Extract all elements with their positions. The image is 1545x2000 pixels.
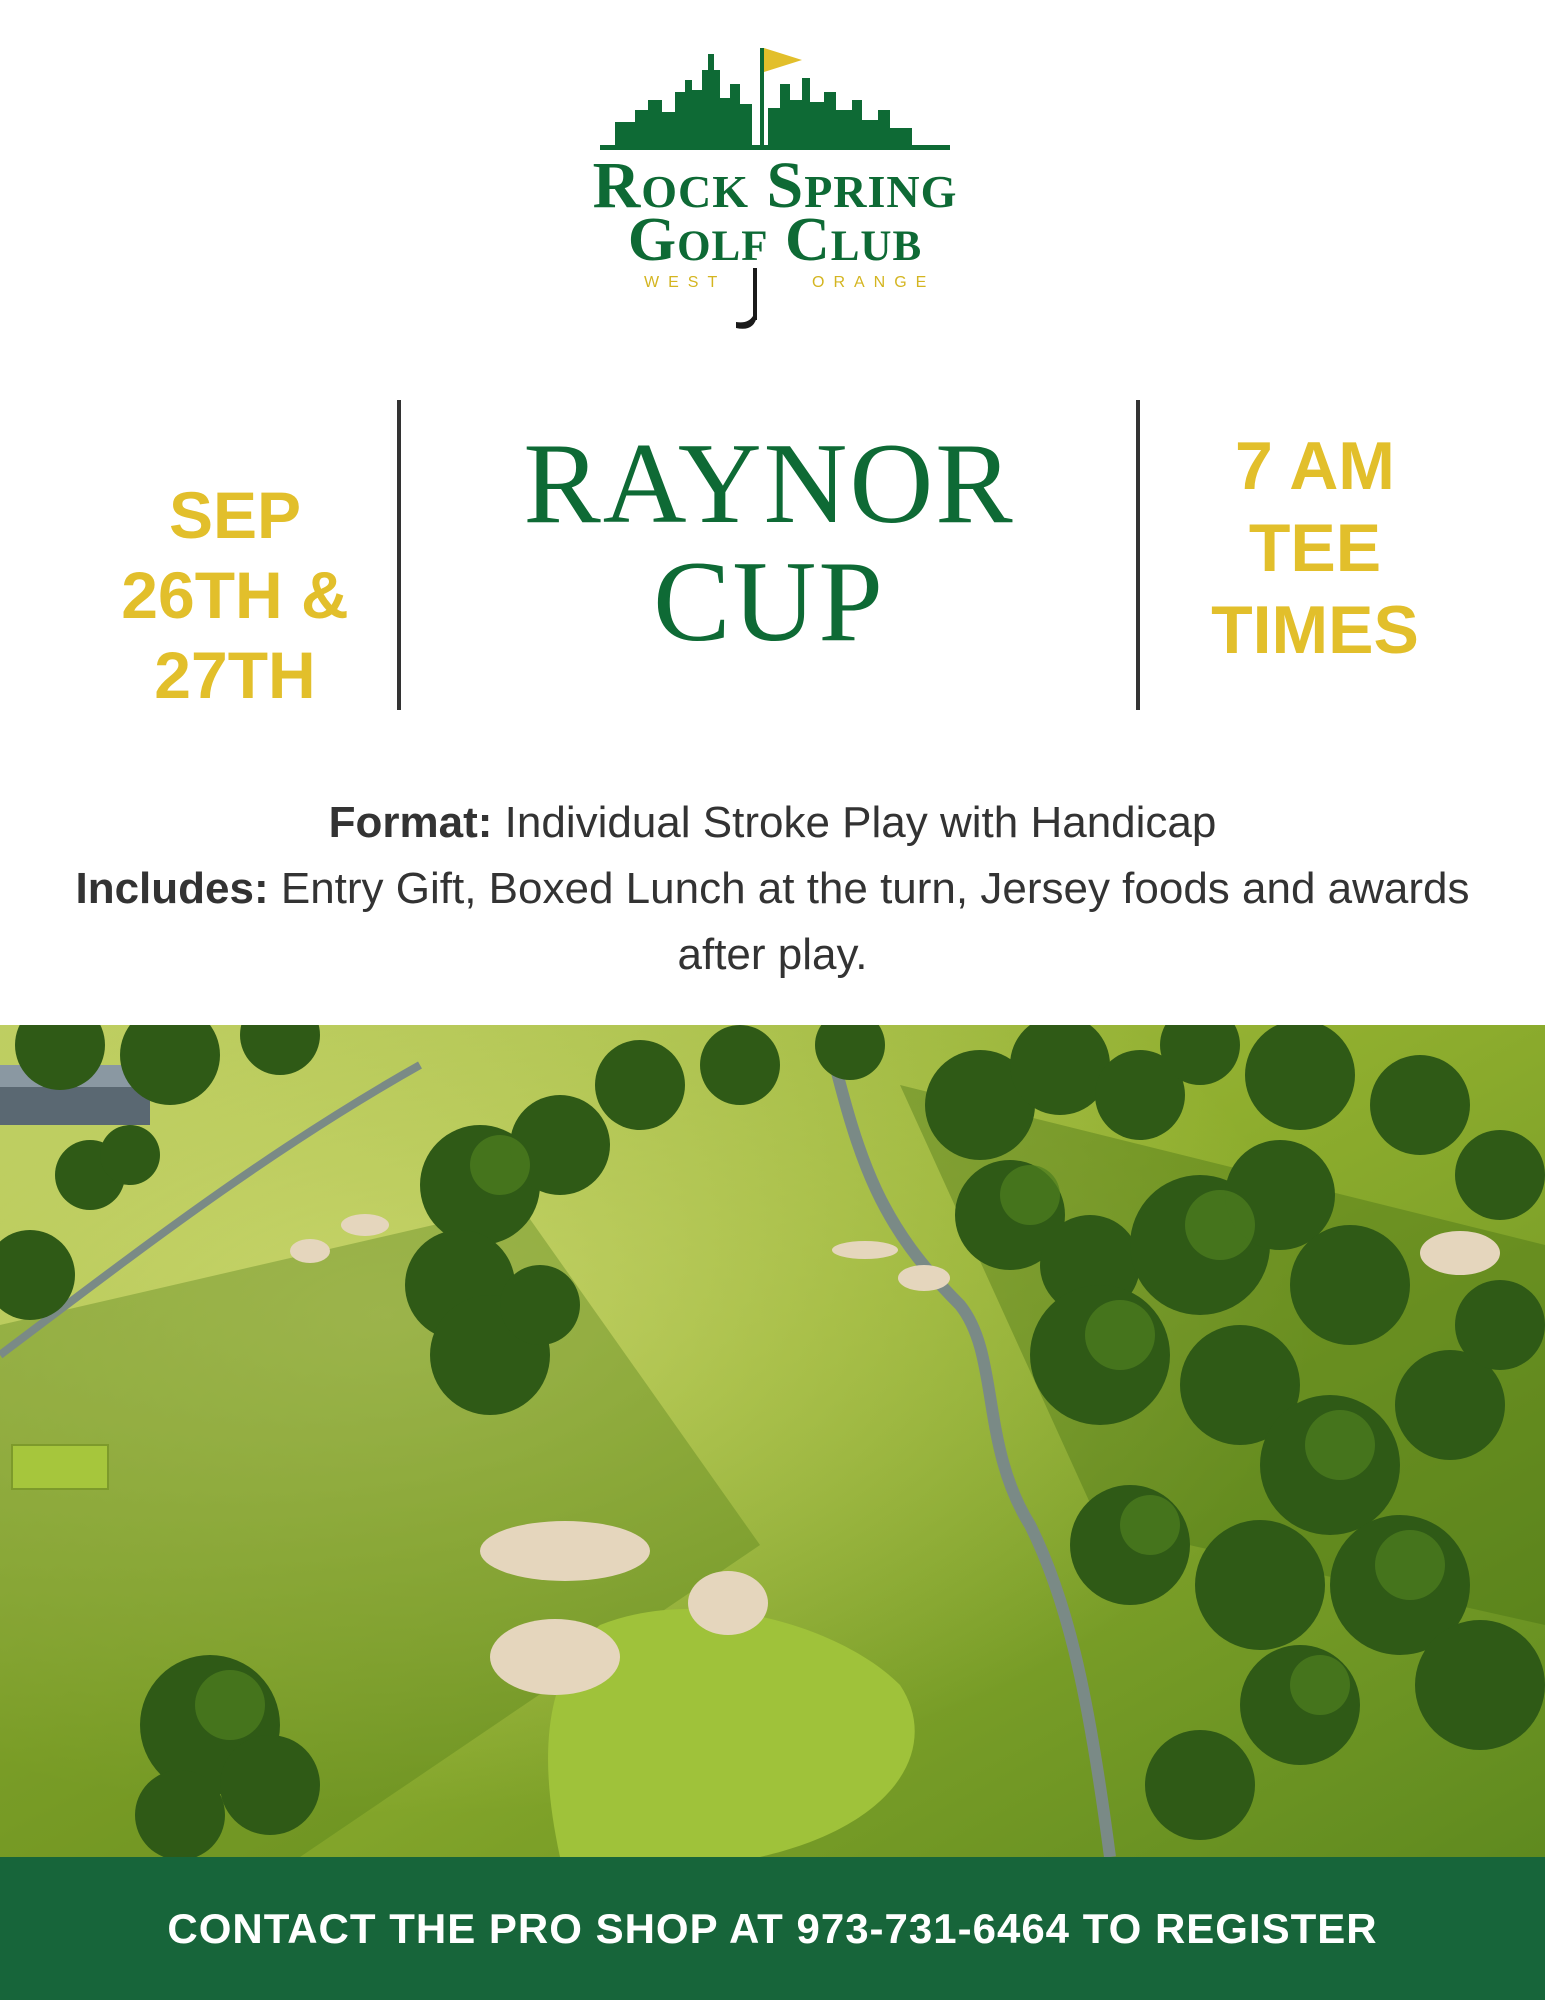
includes-line (60, 856, 1485, 988)
includes-value: Entry Gift, Boxed Lunch at the turn, Jersey foods and awards after play. (268, 864, 1470, 979)
golf-course-aerial-photo (0, 1025, 1545, 1857)
title-line1: RAYNOR (523, 420, 1015, 548)
logo-title-line1: Rock Spring (592, 149, 958, 222)
time-tee: TEE (1248, 510, 1382, 586)
title-line2: CUP (653, 538, 885, 666)
date-month: SEP (168, 478, 302, 552)
logo-title-line2: Golf Club (627, 206, 923, 274)
logo-location-orange: ORANGE (812, 274, 936, 291)
tee-time (1145, 425, 1485, 671)
event-date (70, 475, 400, 715)
includes-label: Includes: (75, 864, 269, 913)
contact-text: CONTACT THE PRO SHOP AT 973-731-6464 TO REGISTER (167, 1905, 1378, 1952)
date-days-end: 27TH (154, 638, 316, 712)
left-divider (397, 400, 401, 710)
club-logo (540, 40, 1010, 340)
time-value: 7 AM (1235, 428, 1395, 504)
time-times: TIMES (1211, 592, 1419, 668)
right-divider (1136, 400, 1140, 710)
event-details (60, 790, 1485, 988)
format-value: Individual Stroke Play with Handicap (492, 798, 1217, 847)
date-days: 26TH & (121, 558, 349, 632)
event-title (404, 420, 1134, 666)
logo-location-west: WEST (644, 274, 727, 291)
format-label: Format: (328, 798, 493, 847)
contact-banner (0, 1857, 1545, 2000)
format-line (60, 790, 1485, 856)
